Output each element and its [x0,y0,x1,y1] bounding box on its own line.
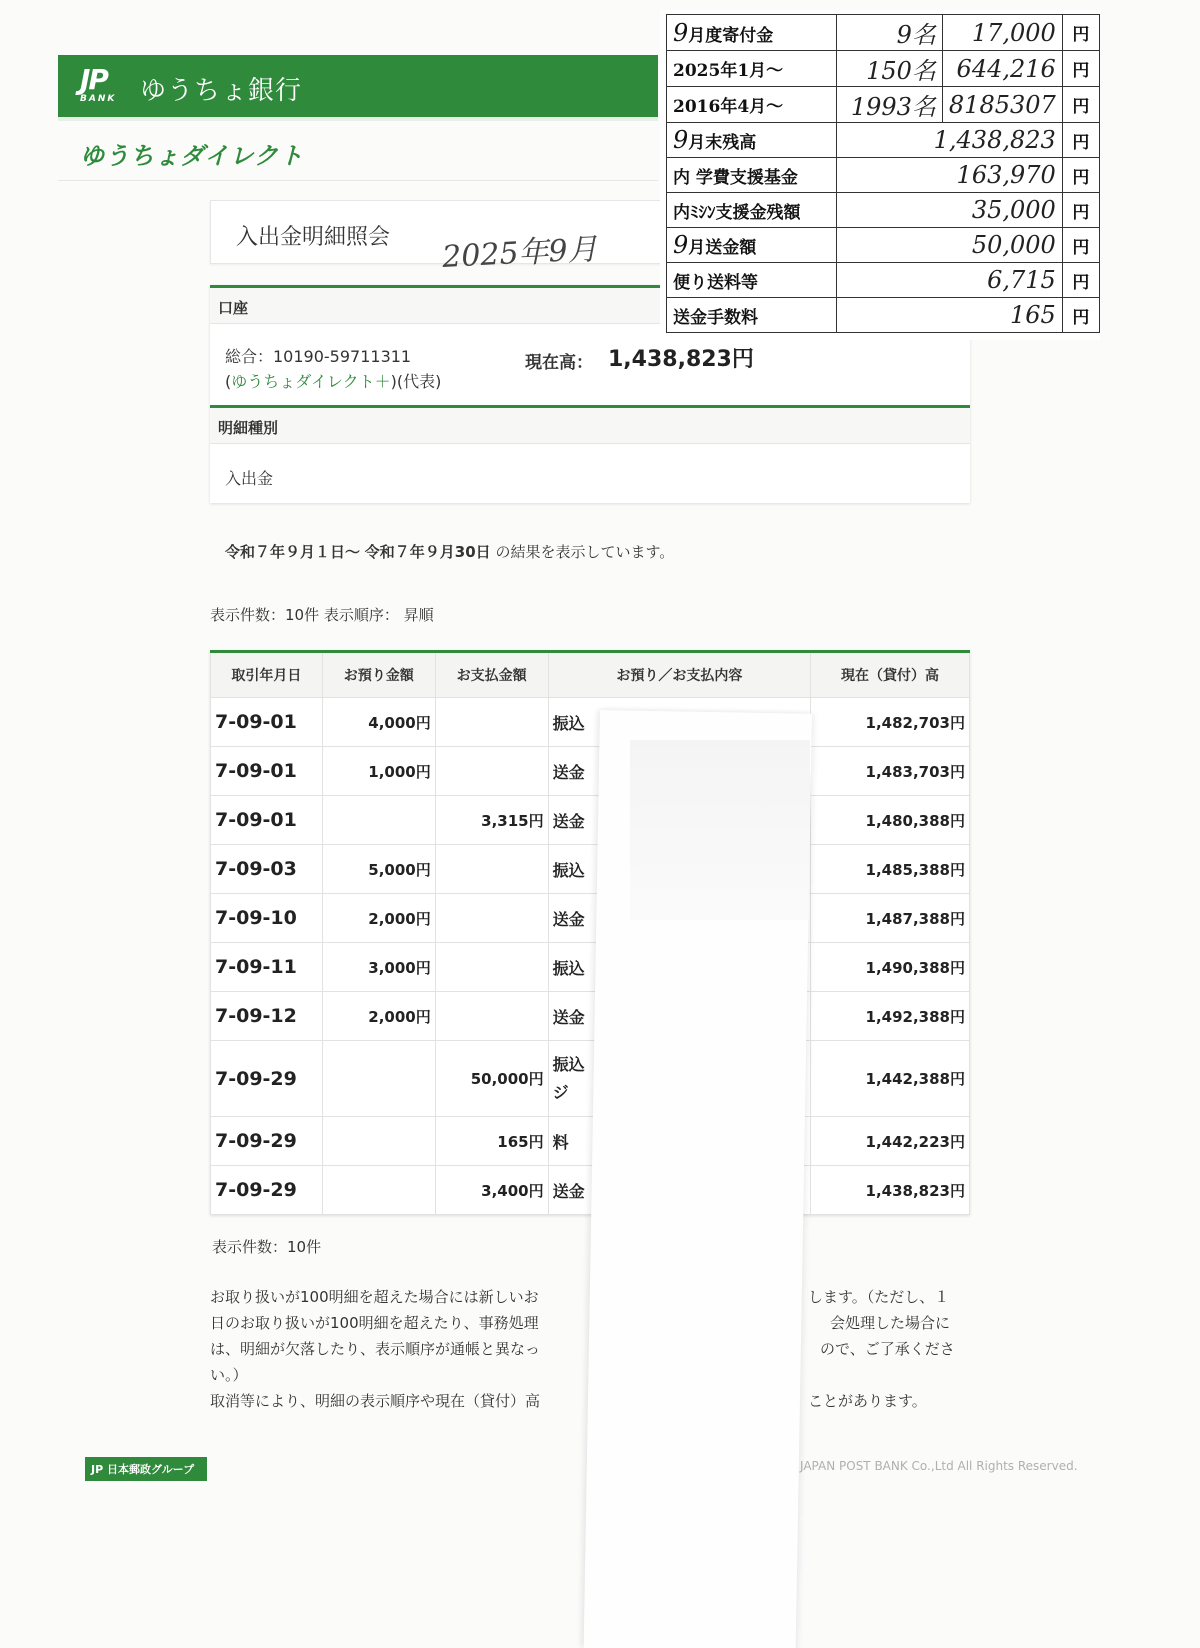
cell-description: 振込 [548,943,810,992]
cell-date: 7-09-11 [211,943,323,992]
summary-label: 内 学費支援基金 [667,158,837,193]
summary-amount: 17,000 [942,15,1062,51]
cell-date: 7-09-03 [211,845,323,894]
cell-balance: 1,482,703円 [811,698,970,747]
jp-mark: JP [80,63,107,96]
note-line3-right: ので、ご了承くださ [820,1340,955,1358]
header-underline [58,117,658,121]
summary-unit: 円 [1062,158,1099,193]
page-title: 入出金明細照会 [236,225,391,250]
period-suffix: の結果を表示しています。 [495,543,675,561]
summary-label-text: 月送金額 [688,238,757,258]
hw-month: 9 [673,126,689,154]
cell-deposit: 5,000円 [322,845,435,894]
table-row [211,894,970,943]
summary-unit: 円 [1062,51,1099,87]
summary-unit: 円 [1062,263,1099,298]
summary-amount: 644,216 [942,51,1062,87]
balance-label: 現在高： [525,353,593,373]
cell-date: 7-09-12 [211,992,323,1041]
table-row [211,992,970,1041]
summary-table [666,14,1100,333]
col-withdrawal: お支払金額 [435,652,548,698]
summary-label-text: 月末残高 [688,133,757,153]
cell-withdrawal: 50,000円 [435,1041,548,1117]
cell-balance: 1,492,388円 [811,992,970,1041]
cell-balance: 1,442,388円 [811,1041,970,1117]
summary-amount: 50,000 [836,228,1062,263]
table-header-row [211,652,970,698]
summary-unit: 円 [1062,87,1099,123]
cell-balance: 1,438,823円 [811,1166,970,1215]
period-to: 令和７年９月30日 [364,543,491,561]
summary-row [667,123,1100,158]
hw-month: 9 [673,231,689,259]
cell-deposit [322,1117,435,1166]
japan-post-group-logo: JP 日本郵政グループ [85,1457,207,1481]
hw-month: 9 [673,18,689,47]
cell-deposit: 2,000円 [322,894,435,943]
note-line1-left: お取り扱いが100明細を超えた場合には新しいお [210,1288,539,1306]
summary-row [667,228,1100,263]
note-line2-left: 日のお取り扱いが100明細を超えたり、事務処理 [210,1314,539,1332]
cell-balance: 1,487,388円 [811,894,970,943]
direct-brand-logo: ゆうちょダイレクト [80,142,305,170]
table-row [211,1041,970,1117]
service-name: ゆうちょダイレクト＋ [231,372,391,391]
cell-description: 送金 [548,992,810,1041]
summary-unit: 円 [1062,123,1099,158]
cell-withdrawal: 3,315円 [435,796,548,845]
account-number: 総合：10190-59711311 [225,347,412,366]
cell-deposit: 1,000円 [322,747,435,796]
account-service [225,369,441,392]
cell-balance: 1,485,388円 [811,845,970,894]
cell-date: 7-09-01 [211,796,323,845]
jp-bank-logo [80,63,126,108]
cell-balance: 1,483,703円 [811,747,970,796]
cell-withdrawal [435,894,548,943]
cell-deposit [322,1166,435,1215]
summary-row [667,193,1100,228]
summary-amount: 35,000 [836,193,1062,228]
cell-description: 送金 [548,1166,810,1215]
paper-strip-shadow [630,740,810,920]
summary-label: 送金手数料 [667,298,837,333]
summary-row [667,51,1100,87]
note-line4: い。） [210,1366,248,1384]
summary-amount: 8185307 [942,87,1062,123]
summary-label [667,228,837,263]
cell-deposit [322,796,435,845]
summary-unit: 円 [1062,15,1099,51]
summary-label: 便り送料等 [667,263,837,298]
summary-unit: 円 [1062,228,1099,263]
col-description: お預り／お支払内容 [548,652,810,698]
summary-count: 9名 [836,15,942,51]
cell-withdrawal: 3,400円 [435,1166,548,1215]
header-divider [58,180,658,181]
col-deposit: お預り金額 [322,652,435,698]
cell-date: 7-09-29 [211,1041,323,1117]
cell-deposit: 4,000円 [322,698,435,747]
table-row [211,698,970,747]
cell-withdrawal [435,943,548,992]
cell-date: 7-09-10 [211,894,323,943]
detail-type-header [210,408,970,444]
summary-amount: 6,715 [836,263,1062,298]
summary-label-text: 月度寄付金 [688,25,774,46]
transactions-table-wrap [210,650,970,1215]
transactions-table [210,650,970,1215]
cell-date: 7-09-01 [211,698,323,747]
cell-date: 7-09-29 [211,1117,323,1166]
display-count-after: 表示件数：10件 [212,1238,322,1256]
cell-deposit: 2,000円 [322,992,435,1041]
summary-unit: 円 [1062,193,1099,228]
note-line2-right: 会処理した場合に [830,1314,951,1332]
summary-amount: 163,970 [836,158,1062,193]
cell-deposit [322,1041,435,1117]
summary-amount: 165 [836,298,1062,333]
summary-row [667,298,1100,333]
note-line3-left: は、明細が欠落したり、表示順序が通帳と異なっ [210,1340,541,1358]
cell-date: 7-09-01 [211,747,323,796]
cell-description: 振込 [548,698,810,747]
summary-count: 1993名 [836,87,942,123]
cell-description: 料 [548,1117,810,1166]
jp-bank-sub: BANK [80,94,117,104]
cell-balance: 1,480,388円 [811,796,970,845]
summary-row [667,263,1100,298]
summary-count: 150名 [836,51,942,87]
table-row [211,845,970,894]
summary-row [667,15,1100,51]
detail-type-label: 明細種別 [218,419,279,437]
cell-description: 送金 [548,796,810,845]
summary-unit: 円 [1062,298,1099,333]
period-from: 令和７年９月１日～ [225,543,361,561]
account-section-label: 口座 [218,299,249,317]
summary-label: 内ﾐｼﾝ支援金残額 [667,193,837,228]
summary-label [667,15,837,51]
summary-row [667,158,1100,193]
note-line1-right: します。（ただし、１ [808,1288,950,1306]
cell-withdrawal: 165円 [435,1117,548,1166]
table-row [211,796,970,845]
service-suffix: )(代表) [390,372,442,391]
display-count-order: 表示件数：10件 表示順序： 昇順 [210,606,434,624]
summary-label: 2016年4月～ [667,87,837,123]
col-date: 取引年月日 [211,652,323,698]
note-line5-left: 取消等により、明細の表示順序や現在（貸付）高 [210,1392,541,1410]
cell-withdrawal [435,845,548,894]
handwritten-date: 2025年9月 [441,231,599,276]
summary-label: 2025年1月～ [667,51,837,87]
service-prefix: ( [225,372,232,391]
table-row [211,943,970,992]
table-row [211,747,970,796]
cell-balance: 1,490,388円 [811,943,970,992]
cell-withdrawal [435,747,548,796]
summary-row [667,87,1100,123]
cell-description: 送金 [548,894,810,943]
cell-description: 送金 [548,747,810,796]
note-line5-right: ことがあります。 [808,1392,927,1410]
cell-withdrawal [435,698,548,747]
cell-description-line1: 振込 [552,1054,585,1074]
cell-date: 7-09-29 [211,1166,323,1215]
table-row [211,1117,970,1166]
cell-deposit: 3,000円 [322,943,435,992]
period-line [225,541,674,562]
table-row [211,1166,970,1215]
detail-type-value: 入出金 [225,469,274,488]
summary-label [667,123,837,158]
cell-description-line2: ジ [552,1082,569,1102]
cell-balance: 1,442,223円 [811,1117,970,1166]
cell-withdrawal [435,992,548,1041]
bank-name: ゆうちょ銀行 [140,76,303,106]
balance-value: 1,438,823円 [608,347,754,372]
col-balance: 現在（貸付）高 [811,652,970,698]
summary-amount: 1,438,823 [836,123,1062,158]
copyright-text: JAPAN POST BANK Co.,Ltd All Rights Reserved. [800,1459,1078,1473]
cell-description: 振込 [548,845,810,894]
